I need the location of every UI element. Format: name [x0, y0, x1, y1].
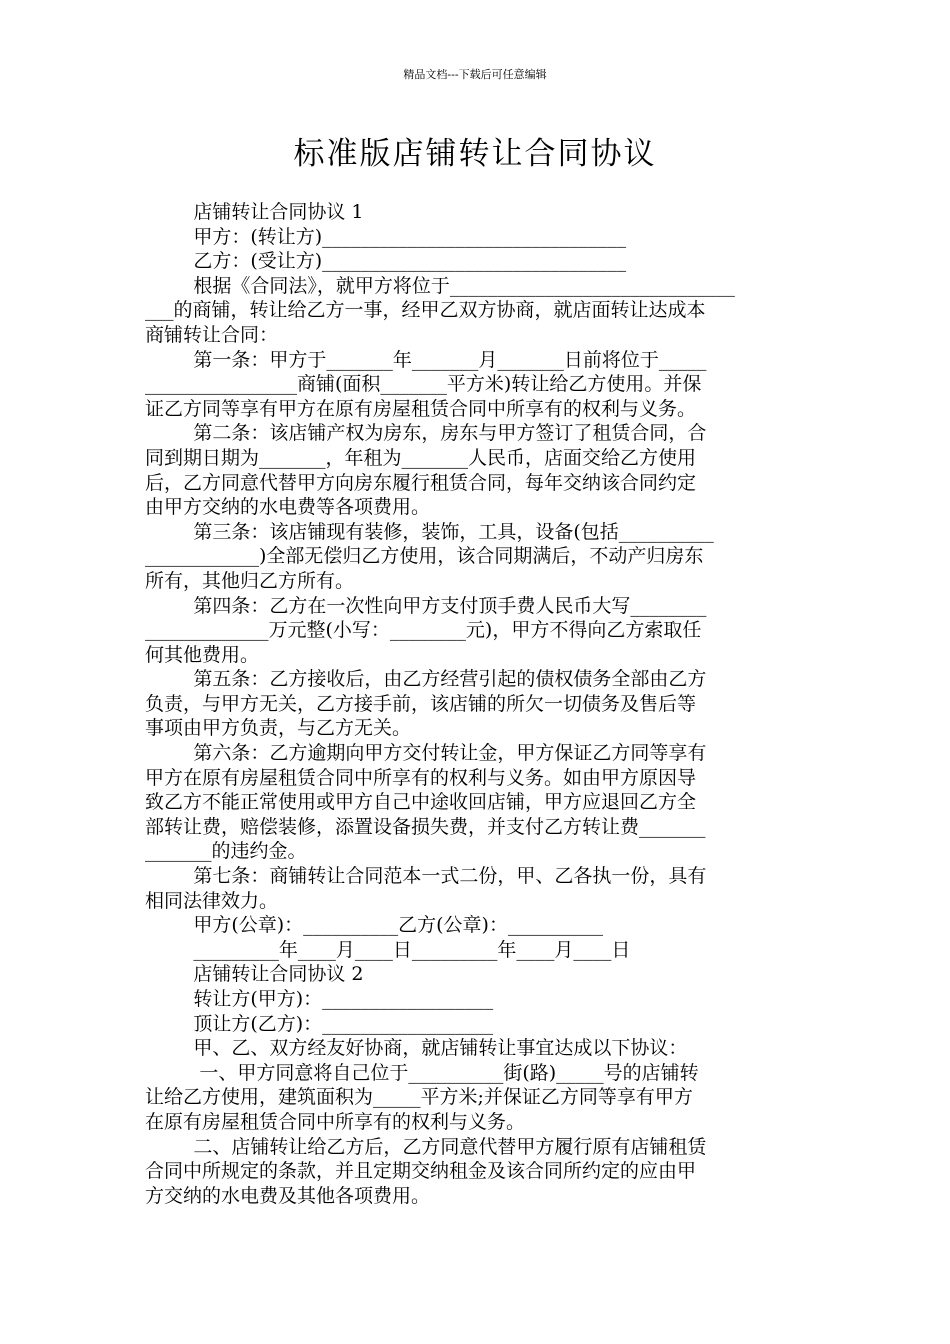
text-line: 第一条：甲方于_______年_______月_______日前将位于_____	[145, 348, 707, 371]
text-line: 店铺转让合同协议 2	[145, 963, 364, 986]
text-line: _______的违约金。	[145, 840, 307, 863]
page-header: 精品文档---下载后可任意编辑	[403, 68, 547, 81]
document-title: 标准版店铺转让合同协议	[293, 136, 657, 172]
text-line: 何其他费用。	[145, 643, 260, 666]
text-line: 顶让方(乙方)：__________________	[145, 1012, 494, 1035]
text-line: 部转让费，赔偿装修，添置设备损失费，并支付乙方转让费_______	[145, 815, 706, 838]
text-line: 第二条：该店铺产权为房东，房东与甲方签订了租赁合同，合	[145, 422, 707, 445]
text-line: 方交纳的水电费及其他各项费用。	[145, 1184, 431, 1207]
text-line: 根据《合同法》，就甲方将位于______________________________	[145, 274, 735, 297]
text-line: 一、甲方同意将自己位于__________街(路)_____号的店铺转	[145, 1061, 699, 1084]
text-line: _____________万元整(小写：________元)，甲方不得向乙方索取任	[145, 619, 702, 642]
text-line: 事项由甲方负责，与乙方无关。	[145, 717, 412, 740]
text-line: 二、店铺转让给乙方后，乙方同意代替甲方履行原有店铺租赁	[145, 1135, 707, 1158]
text-line: 乙方：(受让方)________________________________	[145, 250, 627, 273]
document-body	[145, 200, 809, 1208]
text-line: 商铺转让合同：	[145, 323, 279, 346]
text-line: ____________)全部无偿归乙方使用，该合同期满后，不动产归房东	[145, 545, 704, 568]
text-line: 店铺转让合同协议 1	[145, 201, 364, 223]
text-line: 第四条：乙方在一次性向甲方支付顶手费人民币大写________	[145, 594, 707, 617]
text-line: 甲、乙、双方经友好协商，就店铺转让事宜达成以下协议：	[145, 1037, 688, 1060]
text-line: 后，乙方同意代替甲方向房东履行租赁合同，每年交纳该合同约定	[145, 471, 697, 494]
text-line: 相同法律效力。	[145, 889, 279, 912]
text-line: ________________商铺(面积_______平方米)转让给乙方使用。并保	[145, 373, 702, 396]
text-line: 所有，其他归乙方所有。	[145, 569, 355, 592]
text-line: 第五条：乙方接收后，由乙方经营引起的债权债务全部由乙方	[145, 668, 707, 691]
text-line: 转让方(甲方)：__________________	[145, 988, 494, 1010]
text-line: 甲方：(转让方)________________________________	[145, 225, 627, 248]
text-line: 甲方在原有房屋租赁合同中所享有的权利与义务。如由甲方原因导	[145, 766, 697, 789]
text-line: 同到期日期为_______，年租为_______人民币，店面交给乙方使用	[145, 446, 697, 469]
text-line: ___的商铺，转让给乙方一事，经甲乙双方协商，就店面转让达成本	[145, 299, 706, 322]
text-line: 让给乙方使用，建筑面积为_____平方米;并保证乙方同等享有甲方	[145, 1086, 693, 1109]
text-line: 第六条：乙方逾期向甲方交付转让金，甲方保证乙方同等享有	[145, 742, 707, 765]
text-line: 第七条：商铺转让合同范本一式二份，甲、乙各执一份，具有	[145, 865, 707, 888]
text-line: 合同中所规定的条款，并且定期交纳租金及该合同所约定的应由甲	[145, 1160, 697, 1183]
text-line: 由甲方交纳的水电费等各项费用。	[145, 496, 431, 519]
text-line: 负责，与甲方无关，乙方接手前，该店铺的所欠一切债务及售后等	[145, 692, 697, 715]
text-line: 证乙方同等享有甲方在原有房屋租赁合同中所享有的权利与义务。	[145, 397, 697, 420]
text-line: 在原有房屋租赁合同中所享有的权利与义务。	[145, 1110, 526, 1133]
text-line: 致乙方不能正常使用或甲方自己中途收回店铺，甲方应退回乙方全	[145, 791, 697, 814]
text-line: 甲方(公章)：__________乙方(公章)：__________	[145, 914, 603, 937]
text-line: 第三条：该店铺现有装修，装饰，工具，设备(包括__________	[145, 520, 714, 543]
text-line: _________年____月____日_________年____月____日	[145, 938, 631, 961]
